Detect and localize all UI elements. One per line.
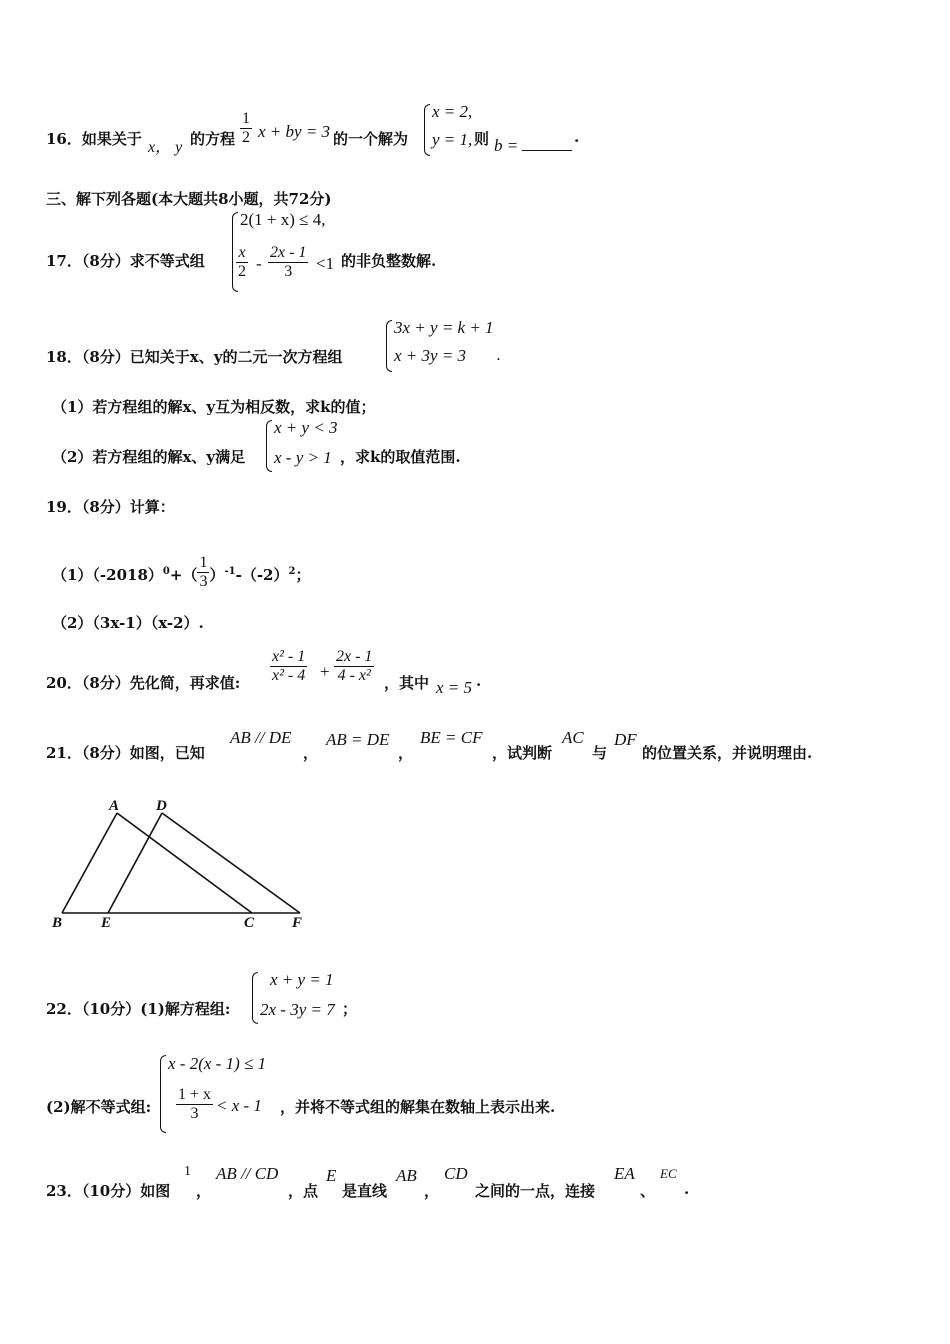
q19-part2: （2）（3x-1）（x-2）. (52, 614, 204, 632)
q19-p1-b: +（ (169, 566, 198, 584)
q21-comma1: ， (303, 744, 319, 762)
q22-brace (252, 972, 258, 1024)
q19-p1-d: -（-2） (235, 566, 289, 584)
q19-title: 19．（8分）计算： (46, 498, 175, 516)
q17-frac1-den: 2 (238, 263, 246, 280)
q21-and: 与 (592, 744, 608, 762)
q23-ec: EC (660, 1166, 677, 1181)
q21-label-c: C (244, 915, 255, 931)
q17-frac1-num: x (236, 244, 248, 263)
q17-frac2-num: 2x - 1 (270, 244, 307, 261)
q20-end: . (476, 672, 482, 690)
q23-mid3: 之间的一点，连接 (475, 1182, 596, 1200)
q18-part2-prefix: （2）若方程组的解x、y满足 (52, 448, 246, 466)
q23-mid2: 是直线 (342, 1182, 388, 1200)
q19-p1-fraction (197, 554, 209, 591)
q16-fraction (240, 110, 252, 147)
q16-frac-num: 1 (242, 110, 250, 127)
q20-condition: x = 5 (436, 678, 473, 697)
q16-line (46, 128, 142, 149)
q20-mid: ，其中 (384, 674, 430, 692)
q20-frac1-num: x² - 1 (272, 648, 306, 665)
q20-frac2-den: 4 - x² (337, 667, 371, 684)
q21-cond3: BE = CF (420, 728, 483, 747)
q23-ea: EA (614, 1164, 635, 1183)
q17-tail: <1 (316, 254, 335, 273)
q17-frac2 (268, 244, 308, 281)
q21-cond1: AB // DE (230, 728, 292, 747)
q21-ac: AC (562, 728, 584, 747)
q23-point-e: E (326, 1166, 337, 1185)
q19-p1-num: 1 (199, 554, 208, 571)
q16-equation: x + by = 3 (258, 122, 331, 141)
q21-line-ed (108, 813, 162, 913)
q16-mid: 的方程 (190, 130, 236, 148)
q17-line1: 2(1 + x) ≤ 4, (240, 210, 326, 229)
q21-df: DF (614, 730, 637, 749)
q16-sys1: x = 2, (432, 102, 473, 121)
q19-p1-sup2: 2 (288, 566, 296, 577)
q18-part2-sys2: x - y > 1 (274, 448, 332, 467)
q22-sys2: 2x - 3y = 7 (260, 1000, 335, 1019)
q18-part2-sys1: x + y < 3 (274, 418, 338, 437)
q23-prefix: 23．（10分）如图 (46, 1182, 171, 1200)
q20-prefix: 20．（8分）先化简，再求值: (46, 674, 241, 692)
q22-part2-num: 1 + x (178, 1086, 212, 1103)
q23-end: . (684, 1180, 690, 1198)
q19-part1 (52, 554, 310, 591)
q23-comma2: ， (424, 1182, 440, 1200)
q21-label-e: E (101, 915, 112, 931)
q19-p1-sup1: -1 (224, 566, 236, 577)
q21-figure (40, 790, 320, 940)
q17-suffix: 的非负整数解. (341, 252, 437, 270)
q16-b-var: b = (494, 136, 519, 155)
q16-prefix: 16．如果关于 (46, 130, 142, 148)
q19-p1-e: ； (295, 566, 311, 584)
q16-mid2: 的一个解为 (333, 130, 409, 148)
q21-label-b: B (52, 915, 63, 931)
q20-frac1-den: x² - 4 (272, 667, 306, 684)
q20-frac1 (270, 648, 307, 685)
q18-part2-suffix: ，求k的取值范围. (340, 448, 461, 466)
q22-sys1: x + y = 1 (270, 970, 334, 989)
q20-frac2-num: 2x - 1 (336, 648, 373, 665)
section-3-title: 三、解下列各题(本大题共8小题，共72分) (46, 190, 332, 208)
q22-part2-tail: < x - 1 (216, 1096, 262, 1115)
q22-part2-frac (176, 1086, 213, 1123)
q22-part2-line1: x - 2(x - 1) ≤ 1 (168, 1054, 267, 1073)
q18-part1: （1）若方程组的解x、y互为相反数，求k的值； (52, 398, 376, 416)
q18-dot: . (496, 346, 501, 364)
q18-sys1: 3x + y = k + 1 (394, 318, 494, 337)
q23-fig-number: 1 (184, 1164, 191, 1179)
q18-part2-brace (266, 420, 272, 472)
q22-part2-suffix: ，并将不等式组的解集在数轴上表示出来. (280, 1098, 556, 1116)
q22-semi: ； (342, 1000, 358, 1018)
q23-cond1: AB // CD (216, 1164, 279, 1183)
q17-minus: - (256, 254, 262, 273)
q20-plus: + (320, 662, 330, 681)
q23-comma1: ， (196, 1182, 212, 1200)
q21-comma2: ， (398, 744, 414, 762)
q16-end: . (574, 128, 580, 146)
q19-p1-a: （1）（-2018） (52, 566, 163, 584)
q21-mid: ，试判断 (492, 744, 553, 762)
q23-cd: CD (444, 1164, 468, 1183)
q19-p1-sup0: 0 (162, 566, 170, 577)
q22-part2-brace (160, 1055, 166, 1133)
q17-prefix: 17．（8分）求不等式组 (46, 252, 205, 270)
q21-line-ab (62, 813, 117, 913)
q21-label-d: D (156, 798, 167, 814)
q23-ab: AB (396, 1166, 417, 1185)
q21-label-a: A (109, 798, 120, 814)
q20-frac2 (334, 648, 374, 685)
q18-brace (386, 320, 392, 372)
q16-brace (424, 104, 430, 156)
q16-sys2: y = 1, (432, 130, 473, 149)
q21-suffix: 的位置关系，并说明理由. (642, 744, 813, 762)
q19-p1-den: 3 (199, 573, 208, 590)
q23-sep: 、 (640, 1182, 656, 1200)
q23-mid1: ，点 (288, 1182, 319, 1200)
q18-prefix: 18．（8分）已知关于x、y的二元一次方程组 (46, 348, 343, 366)
q22-prefix: 22．（10分）(1)解方程组: (46, 1000, 231, 1018)
q22-part2-den: 3 (190, 1105, 199, 1122)
q21-prefix: 21．（8分）如图，已知 (46, 744, 205, 762)
q21-cond2: AB = DE (326, 730, 390, 749)
q16-frac-den: 2 (242, 129, 250, 146)
q17-frac1 (236, 244, 248, 281)
q16-then: 则 (474, 130, 490, 148)
q22-part2-prefix: (2)解不等式组: (46, 1098, 152, 1116)
q16-answer-blank[interactable] (522, 140, 572, 159)
q19-p1-c: ） (209, 566, 225, 584)
q16-vars: x， y (148, 139, 183, 156)
q17-frac2-den: 3 (284, 263, 293, 280)
q21-label-f: F (292, 915, 303, 931)
q18-sys2: x + 3y = 3 (394, 346, 467, 365)
